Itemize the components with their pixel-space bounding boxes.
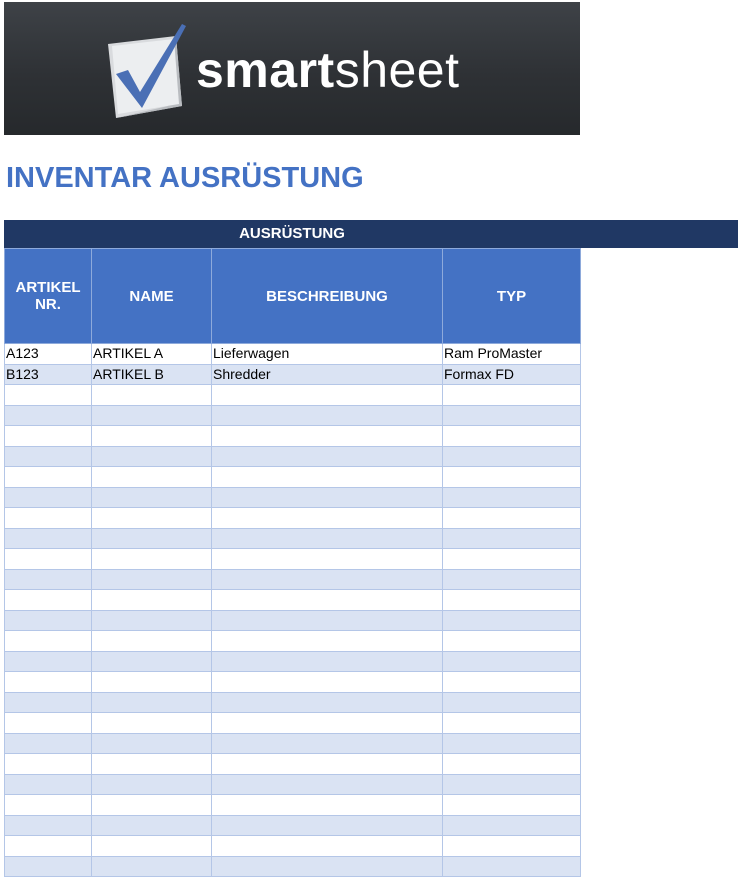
cell-typ[interactable]: [443, 487, 581, 508]
cell-artikel-nr[interactable]: [5, 754, 92, 775]
cell-typ[interactable]: [443, 569, 581, 590]
cell-name[interactable]: [92, 426, 212, 447]
cell-name[interactable]: [92, 733, 212, 754]
cell-typ[interactable]: [443, 733, 581, 754]
cell-artikel-nr[interactable]: [5, 467, 92, 488]
cell-beschreibung[interactable]: [212, 467, 443, 488]
table-row: [5, 836, 581, 857]
smartsheet-logo-text: smartsheet: [196, 42, 460, 98]
cell-beschreibung[interactable]: [212, 836, 443, 857]
table-row: [5, 426, 581, 447]
cell-name[interactable]: [92, 672, 212, 693]
table-row: [5, 631, 581, 652]
cell-beschreibung[interactable]: [212, 569, 443, 590]
cell-typ[interactable]: [443, 405, 581, 426]
cell-name[interactable]: [92, 692, 212, 713]
table-row: [5, 590, 581, 611]
cell-name[interactable]: [92, 754, 212, 775]
cell-name[interactable]: [92, 774, 212, 795]
cell-beschreibung[interactable]: [212, 733, 443, 754]
column-header-beschreibung[interactable]: BESCHREIBUNG: [212, 249, 443, 344]
cell-name[interactable]: [92, 631, 212, 652]
cell-beschreibung[interactable]: [212, 590, 443, 611]
cell-artikel-nr[interactable]: [5, 713, 92, 734]
cell-artikel-nr[interactable]: [5, 508, 92, 529]
table-row: [5, 508, 581, 529]
table-row: [5, 610, 581, 631]
cell-beschreibung[interactable]: [212, 528, 443, 549]
cell-typ[interactable]: [443, 385, 581, 406]
cell-beschreibung[interactable]: [212, 426, 443, 447]
column-header-name[interactable]: NAME: [92, 249, 212, 344]
cell-beschreibung[interactable]: [212, 508, 443, 529]
cell-artikel-nr[interactable]: [5, 569, 92, 590]
cell-typ[interactable]: [443, 713, 581, 734]
cell-typ[interactable]: [443, 610, 581, 631]
cell-typ[interactable]: Ram ProMaster: [443, 344, 581, 365]
cell-beschreibung[interactable]: Lieferwagen: [212, 344, 443, 365]
cell-name[interactable]: [92, 446, 212, 467]
table-row: [5, 487, 581, 508]
table-row: [5, 344, 581, 365]
section-header: AUSRÜSTUNG: [239, 225, 345, 242]
cell-name[interactable]: [92, 569, 212, 590]
column-header-typ[interactable]: TYP: [443, 249, 581, 344]
cell-typ[interactable]: [443, 856, 581, 877]
cell-artikel-nr[interactable]: [5, 795, 92, 816]
cell-name[interactable]: [92, 836, 212, 857]
cell-artikel-nr[interactable]: [5, 815, 92, 836]
cell-typ[interactable]: [443, 754, 581, 775]
smartsheet-banner: [4, 2, 580, 135]
cell-beschreibung[interactable]: [212, 672, 443, 693]
cell-artikel-nr[interactable]: [5, 610, 92, 631]
cell-artikel-nr[interactable]: [5, 774, 92, 795]
cell-name[interactable]: [92, 528, 212, 549]
cell-name[interactable]: [92, 713, 212, 734]
cell-name[interactable]: [92, 590, 212, 611]
cell-name[interactable]: [92, 487, 212, 508]
cell-beschreibung[interactable]: [212, 651, 443, 672]
cell-typ[interactable]: Formax FD: [443, 364, 581, 385]
cell-beschreibung[interactable]: [212, 795, 443, 816]
table-row: [5, 795, 581, 816]
cell-typ[interactable]: [443, 631, 581, 652]
table-row: [5, 651, 581, 672]
cell-name[interactable]: [92, 385, 212, 406]
table-row: [5, 672, 581, 693]
table-row: [5, 692, 581, 713]
cell-typ[interactable]: [443, 426, 581, 447]
cell-beschreibung[interactable]: [212, 754, 443, 775]
cell-name[interactable]: ARTIKEL A: [92, 344, 212, 365]
cell-artikel-nr[interactable]: [5, 672, 92, 693]
cell-artikel-nr[interactable]: [5, 446, 92, 467]
cell-typ[interactable]: [443, 446, 581, 467]
cell-beschreibung[interactable]: [212, 385, 443, 406]
column-header-artikel-nr[interactable]: ARTIKEL NR.: [5, 249, 92, 344]
cell-beschreibung[interactable]: [212, 692, 443, 713]
table-row: [5, 467, 581, 488]
cell-artikel-nr[interactable]: [5, 405, 92, 426]
cell-name[interactable]: [92, 508, 212, 529]
cell-beschreibung[interactable]: [212, 549, 443, 570]
cell-artikel-nr[interactable]: [5, 692, 92, 713]
cell-beschreibung[interactable]: [212, 815, 443, 836]
cell-name[interactable]: [92, 610, 212, 631]
table-row: [5, 733, 581, 754]
cell-name[interactable]: ARTIKEL B: [92, 364, 212, 385]
cell-beschreibung[interactable]: [212, 610, 443, 631]
cell-typ[interactable]: [443, 774, 581, 795]
cell-typ[interactable]: [443, 815, 581, 836]
cell-artikel-nr[interactable]: [5, 733, 92, 754]
cell-name[interactable]: [92, 795, 212, 816]
cell-beschreibung[interactable]: [212, 405, 443, 426]
cell-artikel-nr[interactable]: [5, 836, 92, 857]
cell-typ[interactable]: [443, 836, 581, 857]
cell-artikel-nr[interactable]: [5, 385, 92, 406]
table-row: [5, 364, 581, 385]
cell-typ[interactable]: [443, 651, 581, 672]
cell-beschreibung[interactable]: [212, 487, 443, 508]
table-row: [5, 405, 581, 426]
table-row: [5, 754, 581, 775]
cell-artikel-nr[interactable]: [5, 856, 92, 877]
cell-artikel-nr[interactable]: [5, 549, 92, 570]
cell-artikel-nr[interactable]: [5, 651, 92, 672]
table-row: [5, 569, 581, 590]
cell-artikel-nr[interactable]: [5, 528, 92, 549]
table-row: [5, 446, 581, 467]
cell-name[interactable]: [92, 815, 212, 836]
inventory-table: [4, 248, 581, 877]
cell-name[interactable]: [92, 856, 212, 877]
cell-typ[interactable]: [443, 795, 581, 816]
smartsheet-logo-icon: [102, 22, 188, 122]
cell-typ[interactable]: [443, 672, 581, 693]
table-row: [5, 774, 581, 795]
table-row: [5, 713, 581, 734]
cell-beschreibung[interactable]: [212, 774, 443, 795]
cell-name[interactable]: [92, 549, 212, 570]
cell-beschreibung[interactable]: [212, 631, 443, 652]
header-row: [5, 249, 581, 344]
table-row: [5, 815, 581, 836]
table-row: [5, 528, 581, 549]
cell-name[interactable]: [92, 467, 212, 488]
cell-beschreibung[interactable]: Shredder: [212, 364, 443, 385]
cell-artikel-nr[interactable]: [5, 631, 92, 652]
cell-name[interactable]: [92, 651, 212, 672]
table-row: [5, 549, 581, 570]
cell-typ[interactable]: [443, 528, 581, 549]
cell-typ[interactable]: [443, 549, 581, 570]
cell-artikel-nr[interactable]: [5, 426, 92, 447]
cell-beschreibung[interactable]: [212, 713, 443, 734]
cell-typ[interactable]: [443, 467, 581, 488]
cell-typ[interactable]: [443, 508, 581, 529]
cell-artikel-nr[interactable]: B123: [5, 364, 92, 385]
cell-artikel-nr[interactable]: [5, 590, 92, 611]
table-row: [5, 856, 581, 877]
cell-beschreibung[interactable]: [212, 856, 443, 877]
cell-artikel-nr[interactable]: [5, 487, 92, 508]
cell-name[interactable]: [92, 405, 212, 426]
page-title: INVENTAR AUSRÜSTUNG: [6, 162, 364, 194]
cell-beschreibung[interactable]: [212, 446, 443, 467]
cell-typ[interactable]: [443, 692, 581, 713]
cell-typ[interactable]: [443, 590, 581, 611]
cell-artikel-nr[interactable]: A123: [5, 344, 92, 365]
table-row: [5, 385, 581, 406]
